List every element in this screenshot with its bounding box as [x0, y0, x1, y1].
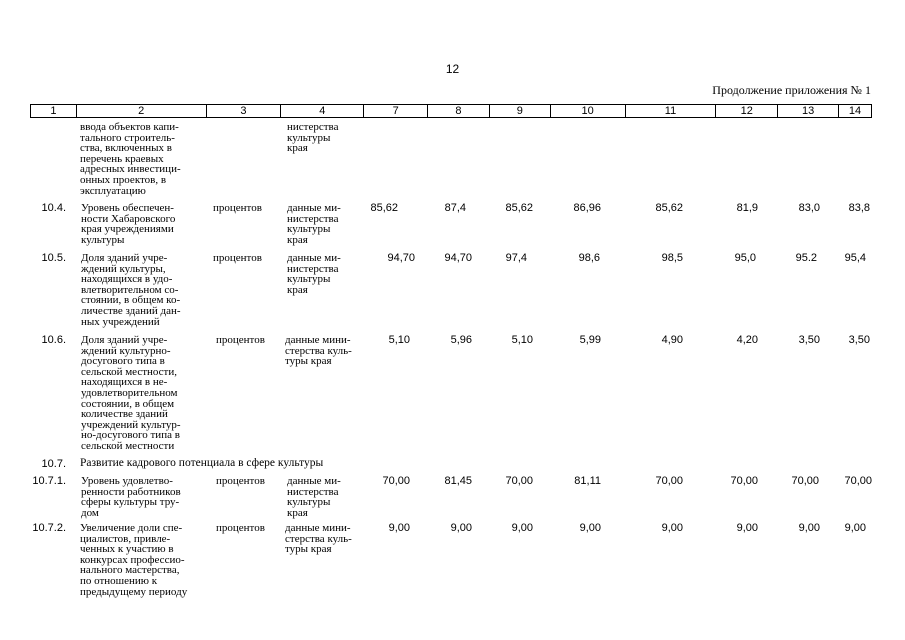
table-header [30, 104, 872, 118]
row-6-name: Увеличение доли спе- циалистов, привле- ченных к участию в конкурсах профессио- нального мастерства, по отношению к предыдущему периоду [80, 522, 188, 598]
row-1-val-10: 86,96 [573, 202, 601, 214]
row-6-val-7: 9,00 [388, 522, 410, 534]
header-col-1: 1 [31, 105, 77, 117]
row-5-val-9: 70,00 [505, 475, 533, 487]
row-6-val-14: 9,00 [844, 522, 866, 534]
row-1-val-12: 81,9 [736, 202, 758, 214]
row-6-source: данные мини- стерства куль- туры края [285, 522, 352, 556]
row-4-name: Развитие кадрового потенциала в сфере культуры [80, 457, 324, 469]
row-2-val-8: 94,70 [444, 252, 472, 264]
row-5-val-8: 81,45 [444, 475, 472, 487]
row-2-val-9: 97,4 [505, 252, 527, 264]
row-3-source: данные мини- стерства куль- туры края [285, 334, 352, 368]
row-6-val-10: 9,00 [579, 522, 601, 534]
row-1-source: данные ми- нистерства культуры края [287, 202, 341, 246]
row-3-code: 10.6. [41, 334, 66, 346]
header-col-11: 11 [626, 105, 717, 117]
page-number: 12 [445, 62, 460, 76]
row-2-name: Доля зданий учре- ждений культуры, находящихся в удо- влетворительном со- стоянии, в общем ко- личестве зданий дан- ных учреждений [81, 252, 181, 328]
row-2-val-14: 95,4 [844, 252, 866, 264]
row-1-val-14: 83,8 [848, 202, 870, 214]
row-5-unit: процентов [216, 475, 265, 487]
row-4-code: 10.7. [41, 458, 66, 470]
row-2-val-11: 98,5 [661, 252, 683, 264]
row-6-val-11: 9,00 [661, 522, 683, 534]
row-2-val-12: 95,0 [734, 252, 756, 264]
continuation-label: Продолжение приложения № 1 [712, 83, 871, 97]
row-1-val-11: 85,62 [655, 202, 683, 214]
row-3-val-13: 3,50 [798, 334, 820, 346]
row-1-val-7: 85,62 [370, 202, 398, 214]
row-3-val-12: 4,20 [736, 334, 758, 346]
header-col-10: 10 [551, 105, 626, 117]
row-6-val-8: 9,00 [450, 522, 472, 534]
row-5-val-13: 70,00 [791, 475, 819, 487]
row-5-name: Уровень удовлетво- ренности работников сферы культуры тру- дом [81, 475, 181, 519]
row-1-val-8: 87,4 [444, 202, 466, 214]
row-5-code: 10.7.1. [32, 475, 66, 487]
row-2-unit: процентов [213, 252, 262, 264]
header-col-3: 3 [207, 105, 282, 117]
row-3-val-9: 5,10 [511, 334, 533, 346]
row-3-val-10: 5,99 [579, 334, 601, 346]
row-5-val-7: 70,00 [382, 475, 410, 487]
row-2-val-7: 94,70 [387, 252, 415, 264]
row-3-val-8: 5,96 [450, 334, 472, 346]
row-3-val-14: 3,50 [848, 334, 870, 346]
row-1-name: Уровень обеспечен- ности Хабаровского края учреждениями культуры [81, 202, 176, 246]
header-col-7: 7 [364, 105, 428, 117]
row-0-name: ввода объектов капи- тального строитель- ства, включенных в перечень краевых адресных инвестици- онных проектов, в эксплуатацию [80, 121, 181, 197]
row-2-source: данные ми- нистерства культуры края [287, 252, 341, 296]
row-2-code: 10.5. [41, 252, 66, 264]
row-1-val-9: 85,62 [505, 202, 533, 214]
row-3-val-7: 5,10 [388, 334, 410, 346]
header-col-12: 12 [716, 105, 778, 117]
header-col-4: 4 [281, 105, 364, 117]
row-1-unit: процентов [213, 202, 262, 214]
row-1-val-13: 83,0 [798, 202, 820, 214]
row-3-unit: процентов [216, 334, 265, 346]
header-col-2: 2 [77, 105, 207, 117]
row-6-code: 10.7.2. [32, 522, 66, 534]
header-col-8: 8 [428, 105, 490, 117]
row-5-val-10: 81,11 [574, 475, 601, 487]
header-col-9: 9 [490, 105, 551, 117]
row-2-val-13: 95.2 [795, 252, 817, 264]
header-col-14: 14 [848, 105, 862, 117]
header-col-13: 13 [778, 105, 839, 117]
row-5-source: данные ми- нистерства культуры края [287, 475, 341, 519]
row-0-source: нистерства культуры края [287, 121, 339, 155]
row-3-name: Доля зданий учре- ждений культурно- досугового типа в сельской местности, находящихся в не- удовлетворительном состоянии, в общем количестве зданий учреждений культур- но-досугового типа в сельской местности [81, 334, 181, 452]
row-6-val-9: 9,00 [511, 522, 533, 534]
row-6-val-12: 9,00 [736, 522, 758, 534]
row-1-code: 10.4. [41, 202, 66, 214]
row-3-val-11: 4,90 [661, 334, 683, 346]
row-6-unit: процентов [216, 522, 265, 534]
row-5-val-12: 70,00 [730, 475, 758, 487]
row-2-val-10: 98,6 [578, 252, 600, 264]
row-5-val-11: 70,00 [655, 475, 683, 487]
row-5-val-14: 70,00 [844, 475, 872, 487]
row-6-val-13: 9,00 [798, 522, 820, 534]
